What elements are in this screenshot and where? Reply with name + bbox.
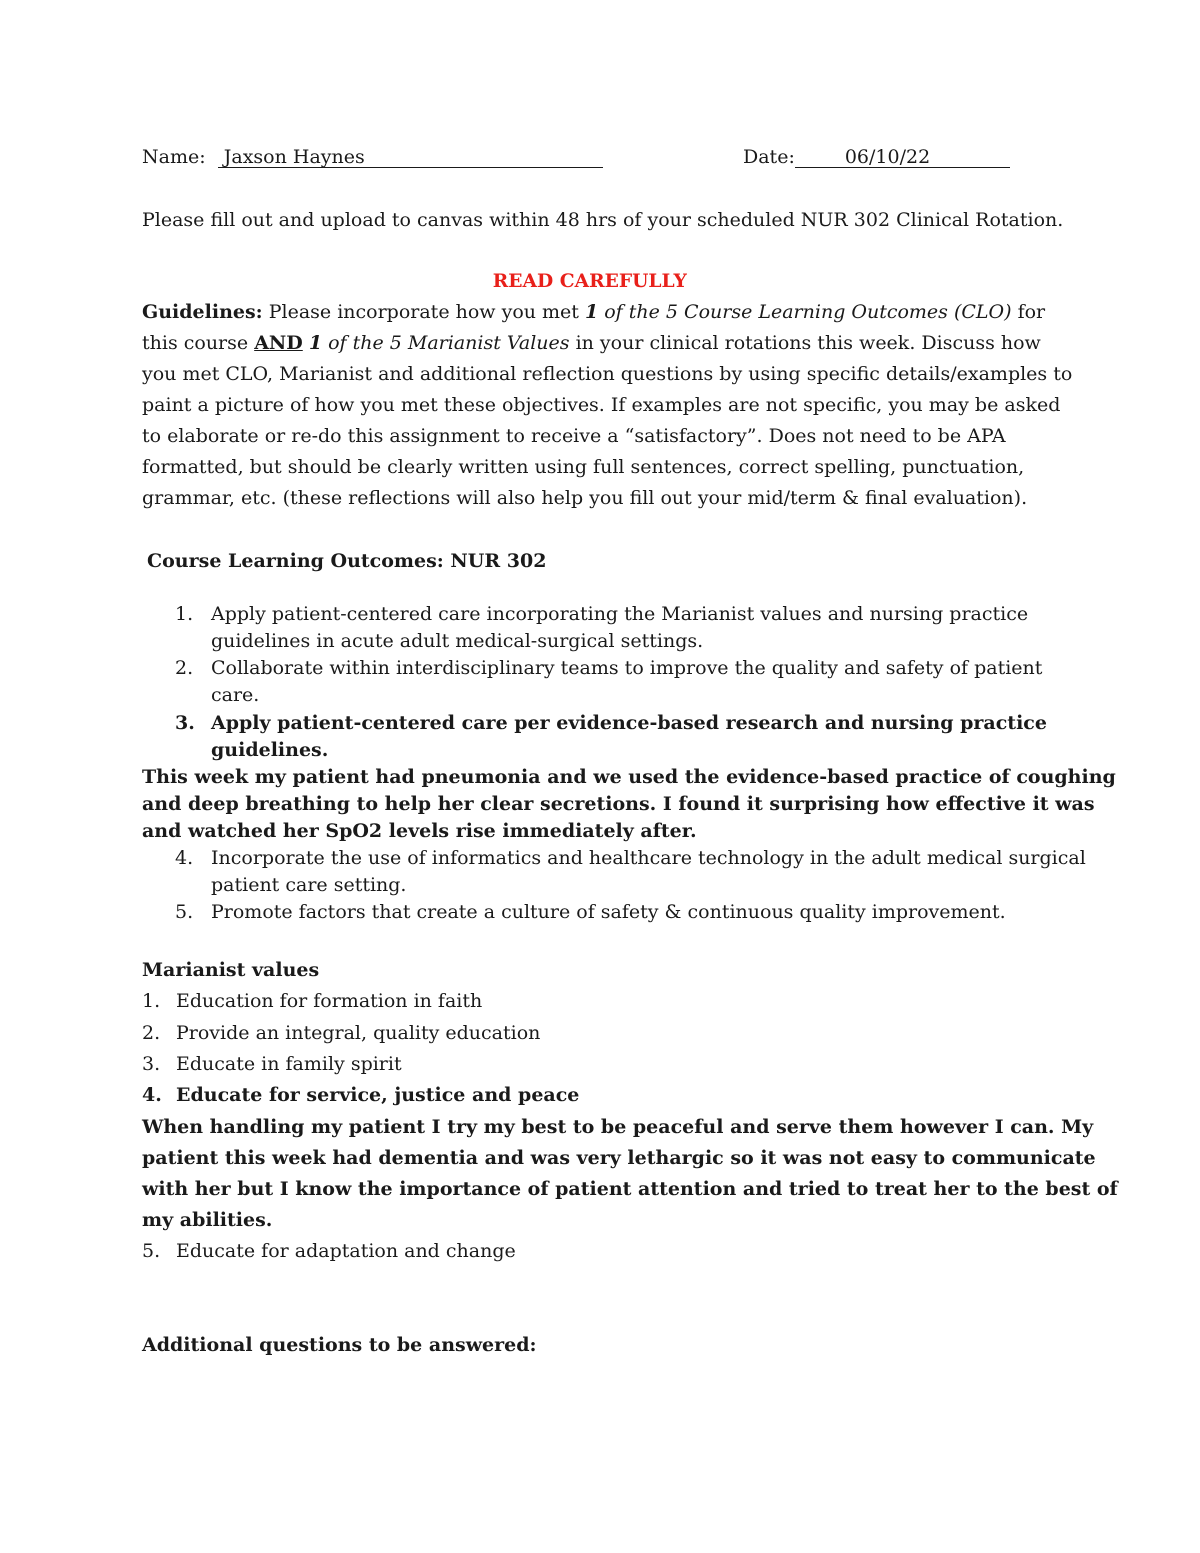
guidelines-emphasis: 1 <box>584 301 599 323</box>
marianist-item-5-num: 5. <box>142 1240 161 1262</box>
clo-response-line-1: This week my patient had pneumonia and we used the evidence-based practice of coughing <box>142 766 1116 788</box>
guidelines-emphasis: 1 <box>308 332 323 354</box>
guidelines-marianist-phrase: of the 5 Marianist Values <box>322 332 570 354</box>
clo-item-1-num: 1. <box>175 603 194 625</box>
marianist-item-4-text: Educate for service, justice and peace <box>176 1084 580 1106</box>
marianist-response-line-1: When handling my patient I try my best to be peaceful and serve them however I can. My <box>142 1116 1094 1138</box>
clo-response-line-2: and deep breathing to help her clear secretions. I found it surprising how effective it was <box>142 793 1095 815</box>
marianist-item-1-text: Education for formation in faith <box>176 990 483 1012</box>
instructions: Please fill out and upload to canvas within 48 hrs of your scheduled NUR 302 Clinical Rotation. <box>142 209 1064 231</box>
marianist-item-2-num: 2. <box>142 1022 161 1044</box>
clo-heading: Course Learning Outcomes: NUR 302 <box>147 550 547 572</box>
date-line <box>743 144 1010 170</box>
guidelines-line-1 <box>142 299 1045 325</box>
additional-questions-heading: Additional questions to be answered: <box>142 1334 537 1356</box>
clo-item-2-line-2: care. <box>211 684 260 706</box>
clo-item-2-line-1: Collaborate within interdisciplinary teams to improve the quality and safety of patient <box>211 657 1043 679</box>
guidelines-clo-phrase: of the 5 Course Learning Outcomes (CLO) <box>598 301 1012 323</box>
clo-item-2-num: 2. <box>175 657 194 679</box>
guidelines-text: Please incorporate how you met <box>262 301 585 323</box>
clo-item-4-line-1: Incorporate the use of informatics and healthcare technology in the adult medical surgical <box>211 847 1086 869</box>
marianist-heading: Marianist values <box>142 959 320 981</box>
clo-item-1-line-2: guidelines in acute adult medical-surgical settings. <box>211 630 704 652</box>
guidelines-line-4: paint a picture of how you met these objectives. If examples are not specific, you may be asked <box>142 394 1061 416</box>
clo-item-4-num: 4. <box>175 847 194 869</box>
guidelines-and: AND <box>254 332 303 354</box>
marianist-response-line-2: patient this week had dementia and was very lethargic so it was not easy to communicate <box>142 1147 1096 1169</box>
date-value: 06/10/22 <box>844 146 931 168</box>
marianist-item-4-num: 4. <box>142 1084 162 1106</box>
guidelines-line-6: formatted, but should be clearly written using full sentences, correct spelling, punctuation, <box>142 456 1025 478</box>
guidelines-text: in your clinical rotations this week. Discuss how <box>569 332 1041 354</box>
guidelines-text: this course <box>142 332 255 354</box>
clo-item-1-line-1: Apply patient-centered care incorporating the Marianist values and nursing practice <box>211 603 1029 625</box>
clo-item-3-num: 3. <box>175 712 195 734</box>
date-field[interactable] <box>795 147 1010 168</box>
marianist-item-5-text: Educate for adaptation and change <box>176 1240 516 1262</box>
clo-item-5-num: 5. <box>175 901 194 923</box>
guidelines-line-7: grammar, etc. (these reflections will also help you fill out your mid/term & final evaluation). <box>142 487 1028 509</box>
read-carefully-heading: READ CAREFULLY <box>492 270 687 292</box>
marianist-item-3-text: Educate in family spirit <box>176 1053 402 1075</box>
name-line <box>142 144 603 170</box>
marianist-response-line-3: with her but I know the importance of patient attention and tried to treat her to the best of <box>142 1178 1118 1200</box>
guidelines-line-2 <box>142 330 1041 356</box>
marianist-item-1-num: 1. <box>142 990 161 1012</box>
guidelines-label: Guidelines: <box>142 301 263 323</box>
guidelines-line-5: to elaborate or re-do this assignment to receive a “satisfactory”. Does not need to be APA <box>142 425 1006 447</box>
marianist-item-2-text: Provide an integral, quality education <box>176 1022 541 1044</box>
clo-item-3-line-1: Apply patient-centered care per evidence-based research and nursing practice <box>211 712 1047 734</box>
name-value: Jaxson Haynes <box>223 146 365 168</box>
clo-item-4-line-2: patient care setting. <box>211 874 407 896</box>
marianist-item-3-num: 3. <box>142 1053 161 1075</box>
clo-item-3-line-2: guidelines. <box>211 739 329 761</box>
name-field[interactable] <box>218 147 603 168</box>
guidelines-text: for <box>1011 301 1046 323</box>
clo-item-5-line-1: Promote factors that create a culture of safety & continuous quality improvement. <box>211 901 1006 923</box>
marianist-response-line-4: my abilities. <box>142 1209 273 1231</box>
guidelines-line-3: you met CLO, Marianist and additional reflection questions by using specific details/examples to <box>142 363 1073 385</box>
date-label: Date: <box>743 146 795 168</box>
clo-response-line-3: and watched her SpO2 levels rise immediately after. <box>142 820 697 842</box>
name-label: Name: <box>142 146 206 168</box>
